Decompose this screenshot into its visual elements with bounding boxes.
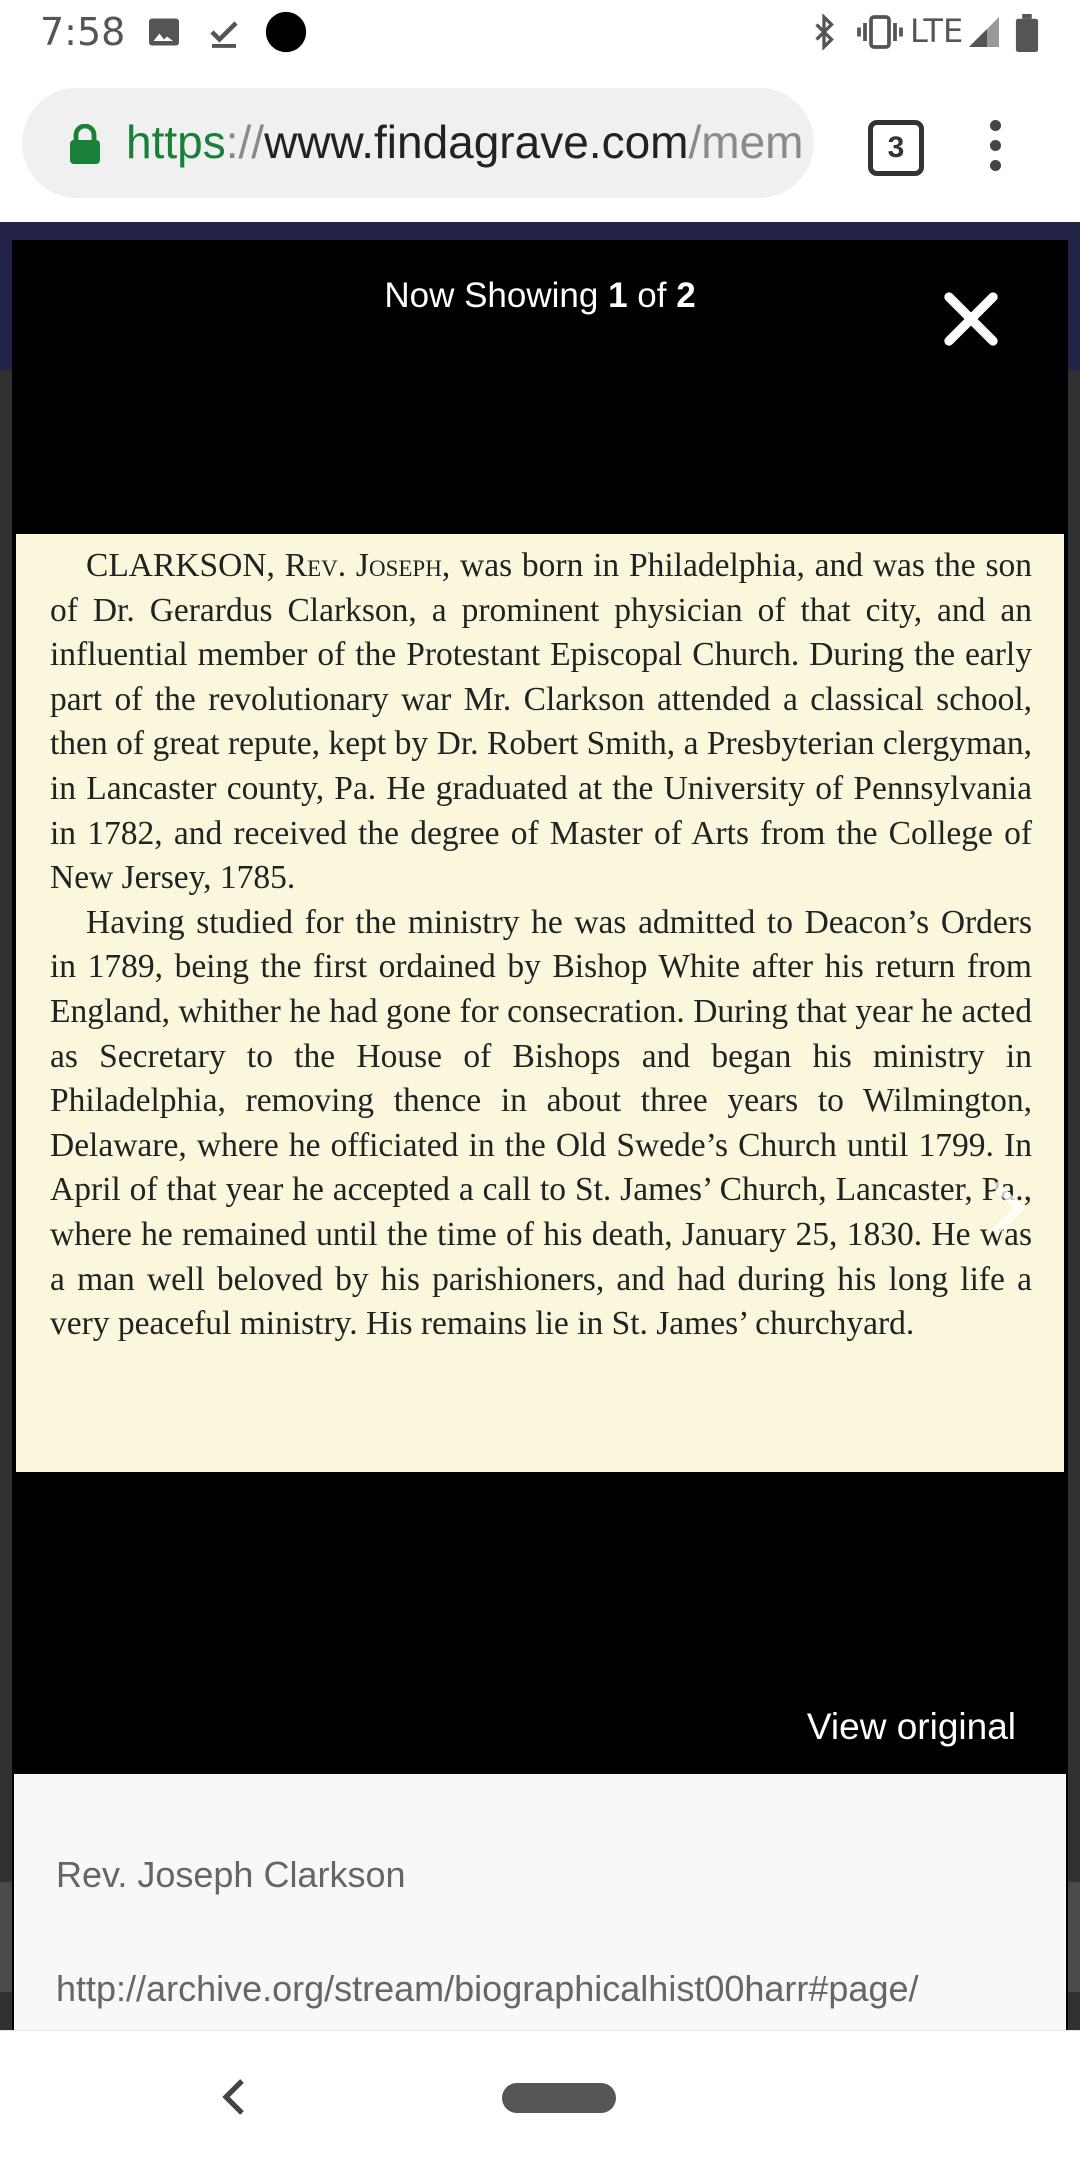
bluetooth-icon — [806, 14, 842, 50]
address-bar[interactable] — [22, 88, 814, 198]
notification-dot-icon — [264, 10, 308, 54]
close-icon[interactable] — [938, 286, 1004, 352]
battery-icon — [1012, 14, 1042, 52]
caption-source-url: http://archive.org/stream/biographicalhist00harr#page/ — [56, 1968, 919, 2009]
network-type: LTE — [910, 12, 964, 50]
photo-image-obituary-clipping — [16, 534, 1064, 1472]
article-paragraph-1: CLARKSON, Rev. Joseph, was born in Philadelphia, and was the son of Dr. Gerardus Clarkson, a prominent physician of that city, and an influential member of the Protestant Episcopal Church. During the early part of the revolutionary war Mr. Clarkson attended a classical school, then of great repute, kept by Dr. Robert Smith, a Presbyterian clergyman, in Lancaster county, Pa. He graduated at the University of Pennsylvania in 1782, and received the degree of Master of Arts from the College of New Jersey, 1785. — [50, 547, 1032, 897]
article-paragraph-2: Having studied for the ministry he was admitted to Deacon’s Orders in 1789, being the first ordained by Bishop White after his return from England, whither he had gone for consecration. During that year he acted as Secretary to the House of Bishops and began his ministry in Philadelphia, removing thence in about three years to Wilmington, Delaware, where he officiated in the Old Swede’s Church until 1799. In April of that year he accepted a call to St. James’ Church, Lancaster, Pa., where he remained until the time of his death, January 25, 1830. He was a man well beloved by his parishioners, and had during his long life a very peaceful ministry. His remains lie in St. James’ churchyard. — [50, 903, 1032, 1343]
image-icon — [146, 14, 182, 50]
lock-icon — [68, 124, 102, 164]
download-done-icon — [206, 14, 242, 50]
photo-viewer-modal — [12, 240, 1068, 2030]
signal-icon — [966, 14, 1002, 50]
caption-title: Rev. Joseph Clarkson — [56, 1854, 406, 1895]
status-bar — [0, 0, 1080, 66]
overflow-menu-icon[interactable] — [990, 120, 1002, 180]
next-photo-chevron-icon[interactable] — [987, 1178, 1027, 1238]
system-navigation-bar — [0, 2030, 1080, 2161]
view-original-link[interactable]: View original — [806, 1706, 1016, 1747]
back-icon[interactable] — [220, 2077, 250, 2117]
photo-caption-panel — [14, 1774, 1066, 2030]
browser-toolbar — [0, 66, 1080, 222]
photo-counter: Now Showing 1 of 2 — [384, 276, 696, 315]
vibrate-icon — [856, 14, 904, 50]
home-pill-button[interactable] — [502, 2083, 616, 2113]
tab-switcher-button[interactable]: 3 — [868, 120, 924, 176]
status-time: 7:58 — [40, 10, 126, 54]
url-text[interactable]: https://www.findagrave.com/mem — [126, 116, 804, 168]
